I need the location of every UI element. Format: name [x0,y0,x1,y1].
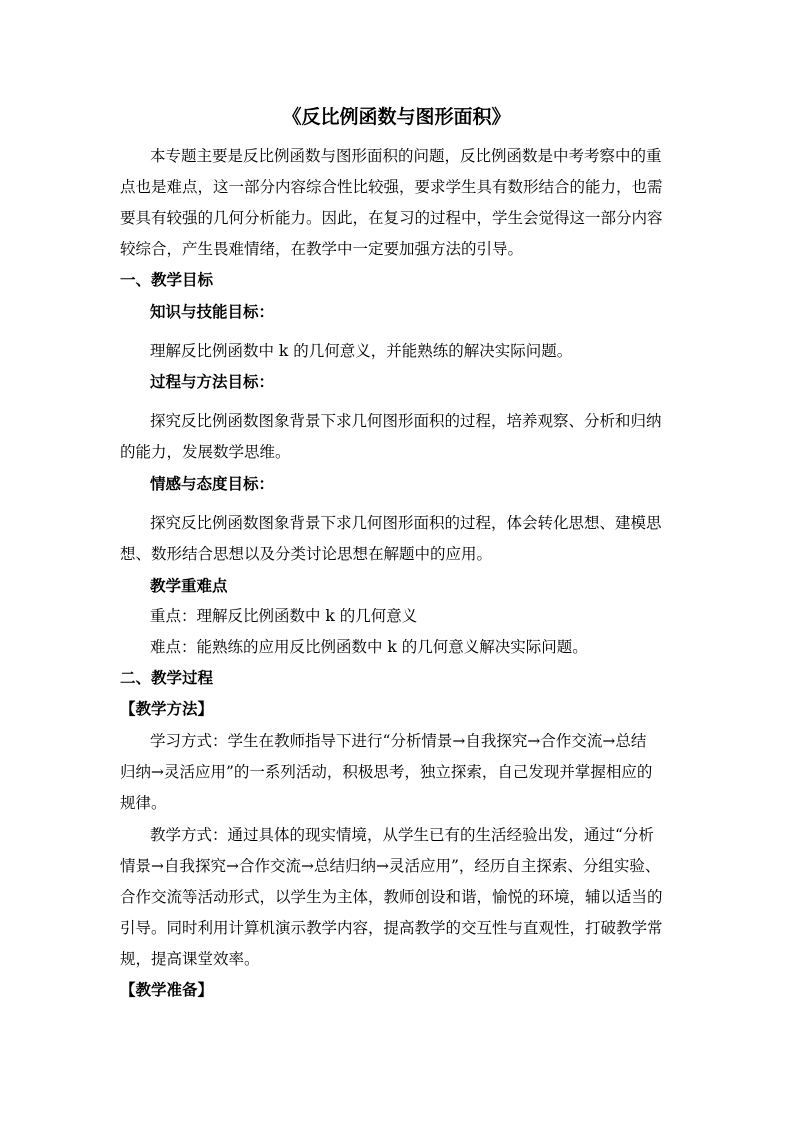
paragraph-line: 归纳→灵活应用”的一系列活动，积极思考，独立探索，自己发现并掌握相应的 [120,763,653,781]
paragraph-line: 难点：能熟练的应用反比例函数中 k 的几何意义解决实际问题。 [150,638,588,656]
paragraph-line: 引导。同时利用计算机演示教学内容，提高教学的交互性与直观性，打破教学常 [120,919,663,937]
intro-line: 点也是难点，这一部分内容综合性比较强，要求学生具有数形结合的能力，也需 [120,178,663,196]
section-heading: 一、教学目标 [120,270,214,289]
paragraph-line: 教学方式：通过具体的现实情境，从学生已有的生活经验出发，通过“分析 [150,826,654,844]
paragraph-line: 探究反比例函数图象背景下求几何图形面积的过程，体会转化思想、建模思 [150,514,662,532]
paragraph-line: 理解反比例函数中 k 的几何意义，并能熟练的解决实际问题。 [150,342,573,360]
paragraph-line: 规律。 [120,794,167,812]
paragraph-line: 重点：理解反比例函数中 k 的几何意义 [150,607,418,625]
subsection-heading: 【教学方法】 [120,699,214,718]
paragraph-line: 探究反比例函数图象背景下求几何图形面积的过程，培养观察、分析和归纳 [150,412,662,430]
document-title: 《反比例函数与图形面积》 [282,106,511,128]
subsection-heading: 知识与技能目标： [150,302,275,321]
intro-line: 较综合，产生畏难情绪，在教学中一定要加强方法的引导。 [120,240,524,258]
paragraph-line: 的能力，发展数学思维。 [120,443,291,461]
subsection-heading: 过程与方法目标： [150,372,275,391]
paragraph-line: 规，提高课堂效率。 [120,950,260,968]
intro-line: 本专题主要是反比例函数与图形面积的问题，反比例函数是中考考察中的重 [150,147,662,165]
subsection-heading: 【教学准备】 [120,980,214,999]
subsection-heading: 情感与态度目标： [150,474,275,493]
paragraph-line: 合作交流等活动形式，以学生为主体，教师创设和谐，愉悦的环境，辅以适当的 [120,888,663,906]
intro-line: 要具有较强的几何分析能力。因此，在复习的过程中，学生会觉得这一部分内容 [120,209,663,227]
paragraph-line: 学习方式：学生在教师指导下进行“分析情景→自我探究→合作交流→总结 [150,732,647,750]
paragraph-line: 想、数形结合思想以及分类讨论思想在解题中的应用。 [120,545,493,563]
subsection-heading: 教学重难点 [150,576,228,595]
section-heading: 二、教学过程 [120,668,214,687]
paragraph-line: 情景→自我探究→合作交流→总结归纳→灵活应用”，经历自主探索、分组实验、 [120,857,661,875]
